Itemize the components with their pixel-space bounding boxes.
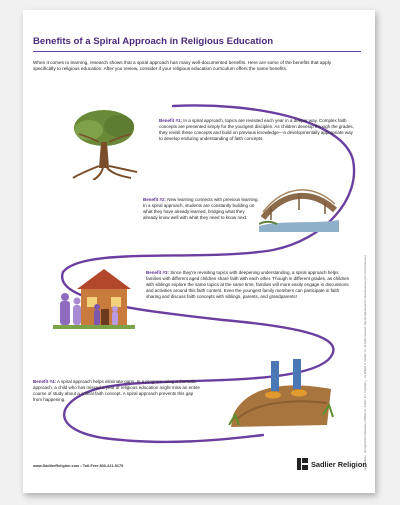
benefit-2 bbox=[143, 197, 259, 221]
sadlier-logo-icon bbox=[297, 458, 308, 470]
benefit-1-label: Benefit #1: bbox=[159, 118, 183, 123]
benefit-1-text: In a spiral approach, topics are revisited each year in a deeper way. Complex faith concepts are presented simply for the youngest disciples. As children develop through the grades, they revisit these concepts and build on previous knowledge—a developmentally appropriate way to develop enduring understanding of faith concepts. bbox=[159, 118, 354, 142]
benefit-1 bbox=[159, 118, 357, 142]
bridge-illustration bbox=[259, 180, 339, 232]
house-family-illustration bbox=[53, 265, 135, 335]
intro-paragraph: When it comes to learning, research shows that a spiral approach has many well-documented benefits. Here are some of the benefits that apply specifically to religious education. After you review, consider if your religious education curriculum offers the same benefits. bbox=[33, 60, 332, 72]
footer-separator: • bbox=[79, 464, 83, 468]
footer-website[interactable]: www.SadlierReligion.com bbox=[33, 464, 80, 468]
footer-phone: Toll-Free 800-221-5175 bbox=[82, 464, 124, 468]
benefit-4-label: Benefit #4: bbox=[33, 379, 57, 384]
side-copyright-notice: and Sadlier® are registered trademarks of William H. Sadlier, Inc. Copyright © by William H. Sadlier, Inc. All rights reserved. May be reproduced for educational use (not commercial use). bbox=[364, 254, 367, 470]
benefit-2-text: New learning connects with previous learning. In a spiral approach, students are constantly building on what they have already learned, bridging what they already know well with what they need to know next. bbox=[143, 197, 259, 221]
page-title: Benefits of a Spiral Approach in Religious Education bbox=[33, 36, 274, 47]
walking-feet-illustration bbox=[227, 355, 337, 429]
benefit-3 bbox=[146, 270, 354, 300]
benefit-4-text: A spiral approach helps eliminate gaps. In a program using a thematic approach, a child who has missed a year of religious education might miss an entire course of study about a critical faith concept. A spiral approach prevents this gap from happening. bbox=[33, 379, 200, 403]
benefit-2-label: Benefit #2: bbox=[143, 197, 167, 202]
benefit-3-text: Since they're revisiting topics with deepening understanding, a spiral approach helps families with different aged children share faith with each other. Though in different grades, as children with siblings explore the same topics at the same time, families will more easily engage in discussions and activities around this faith content. Even the youngest family members can participate in faith sharing and discuss faith concepts with siblings, parents, and grandparents! bbox=[146, 270, 350, 300]
benefit-4 bbox=[33, 379, 201, 403]
tree-illustration bbox=[69, 108, 139, 180]
logo-wordmark: Sadlier Religion bbox=[311, 459, 367, 469]
benefit-3-label: Benefit #3: bbox=[146, 270, 170, 275]
sadlier-logo bbox=[297, 458, 367, 470]
handout-page bbox=[23, 10, 375, 493]
footer-contact bbox=[33, 464, 123, 468]
